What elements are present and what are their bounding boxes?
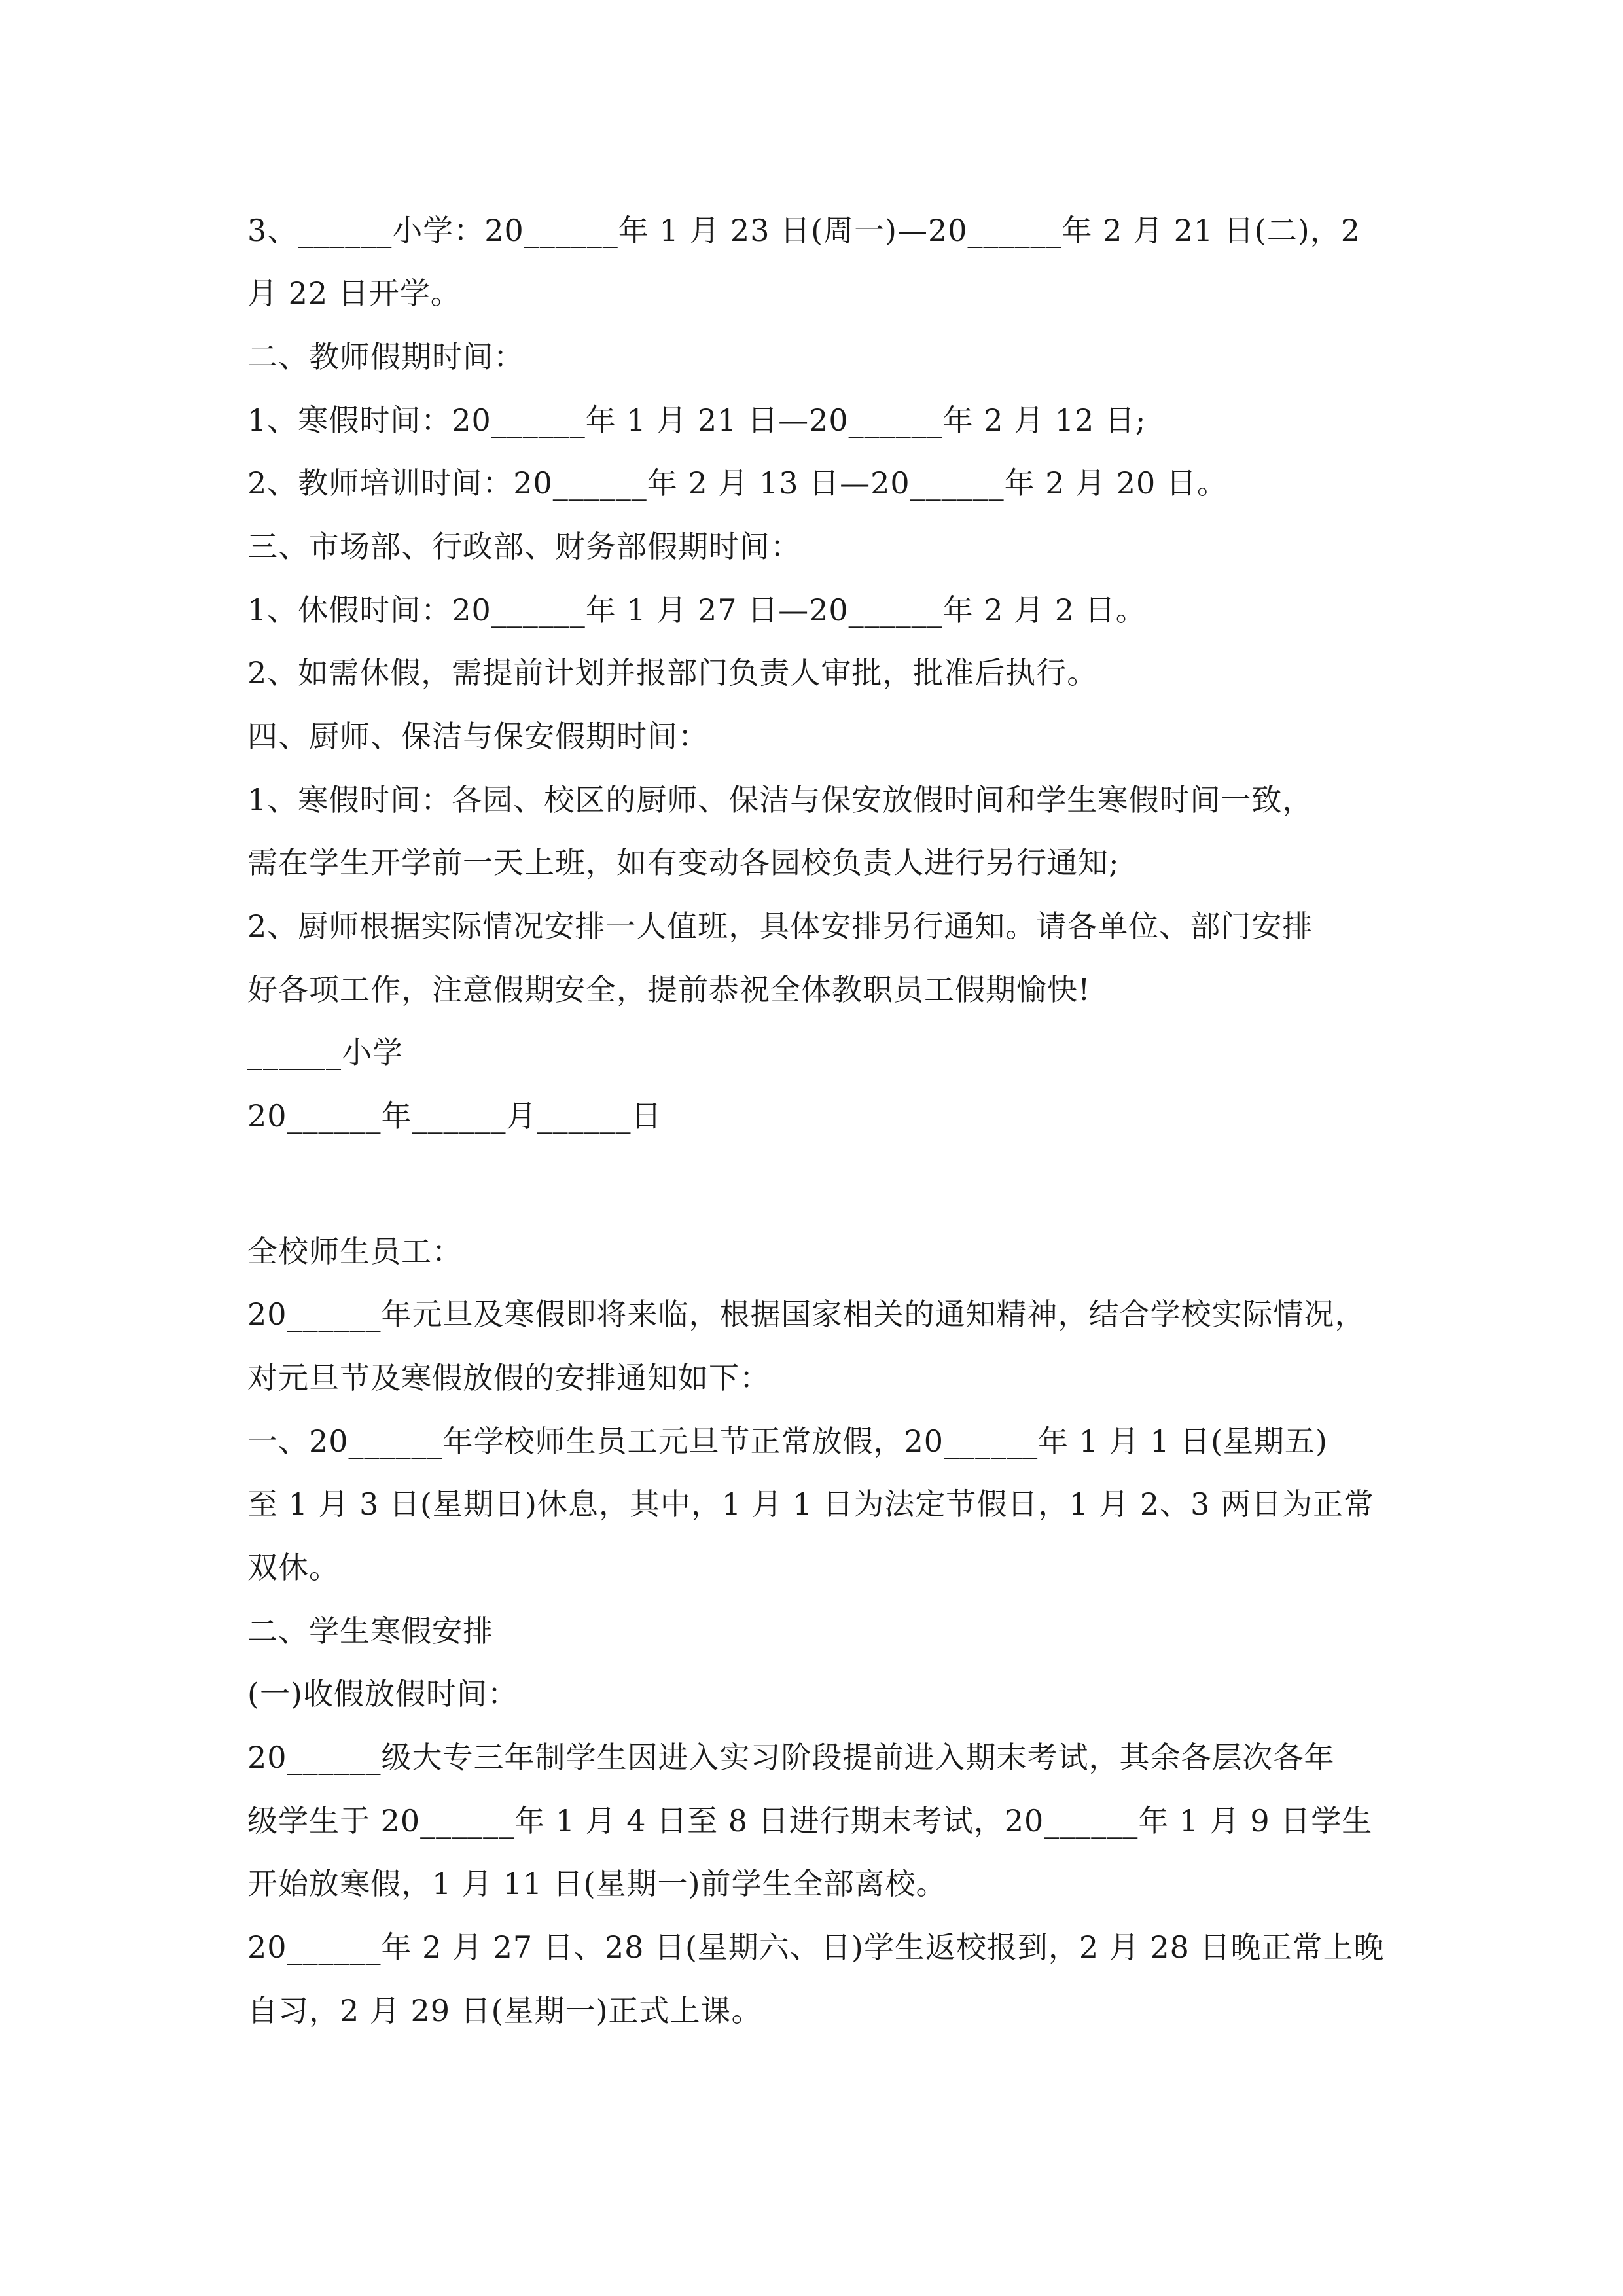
section-heading: 四、厨师、保洁与保安假期时间：: [247, 719, 709, 754]
text-line: 级学生于 20______年 1 月 4 日至 8 日进行期末考试，20______年 1 月 9 日学生: [247, 1803, 1373, 1839]
text-line: 好各项工作，注意假期安全，提前恭祝全体教职员工假期愉快!: [247, 972, 1091, 1007]
text-line: 1、寒假时间：20______年 1 月 21 日—20______年 2 月 12 日;: [247, 403, 1147, 438]
text-line: 20______年 2 月 27 日、28 日(星期六、日)学生返校报到，2 月 28 日晚正常上晚: [247, 1929, 1385, 1965]
salutation: 全校师生员工：: [247, 1234, 463, 1269]
text-line: 2、如需休假，需提前计划并报部门负责人审批，批准后执行。: [247, 655, 1098, 691]
signature-date: 20______年______月______日: [247, 1098, 662, 1134]
text-line: 开始放寒假，1 月 11 日(星期一)前学生全部离校。: [247, 1866, 947, 1901]
signature-school: ______小学: [247, 1035, 403, 1070]
text-line: 20______年元旦及寒假即将来临，根据国家相关的通知精神，结合学校实际情况，: [247, 1297, 1366, 1332]
text-line: 自习，2 月 29 日(星期一)正式上课。: [247, 1993, 762, 2028]
text-line: 需在学生开学前一天上班，如有变动各园校负责人进行另行通知;: [247, 845, 1120, 880]
text-line: 一、20______年学校师生员工元旦节正常放假，20______年 1 月 1 日(星期五): [247, 1424, 1328, 1459]
text-line: 2、厨师根据实际情况安排一人值班，具体安排另行通知。请各单位、部门安排: [247, 908, 1313, 944]
text-line: 至 1 月 3 日(星期日)休息，其中，1 月 1 日为法定节假日，1 月 2、3 两日为正常: [247, 1486, 1374, 1522]
subsection-heading: (一)收假放假时间：: [247, 1676, 518, 1712]
text-line: 1、寒假时间：各园、校区的厨师、保洁与保安放假时间和学生寒假时间一致，: [247, 782, 1313, 817]
text-line: 2、教师培训时间：20______年 2 月 13 日—20______年 2 月 20 日。: [247, 465, 1228, 501]
text-line: 20______级大专三年制学生因进入实习阶段提前进入期末考试，其余各层次各年: [247, 1740, 1335, 1775]
text-line: 双休。: [247, 1550, 340, 1585]
text-line: 对元旦节及寒假放假的安排通知如下：: [247, 1360, 770, 1395]
section-heading: 三、市场部、行政部、财务部假期时间：: [247, 529, 801, 564]
text-line: 1、休假时间：20______年 1 月 27 日—20______年 2 月 2 日。: [247, 592, 1147, 628]
section-heading: 二、教师假期时间：: [247, 339, 524, 374]
section-heading: 二、学生寒假安排: [247, 1613, 493, 1649]
text-line: 月 22 日开学。: [247, 276, 461, 311]
text-line: 3、______小学：20______年 1 月 23 日(周一)—20______年 2 月 21 日(二)，2: [247, 213, 1361, 248]
